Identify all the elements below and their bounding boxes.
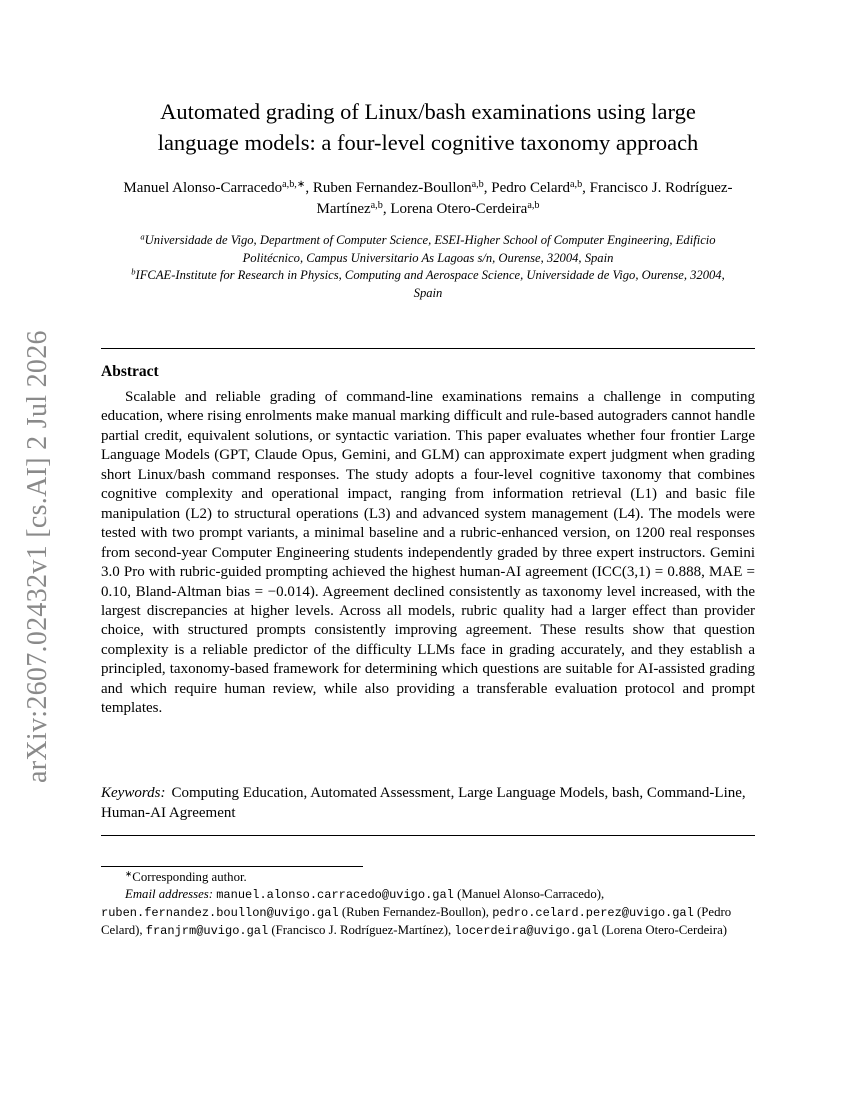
abstract-text: Scalable and reliable grading of command-line examinations remains a challenge in computing education, where rising enrolments make manual marking difficult and rule-based autograders cannot handle partial credit, equivalent solutions, or syntactic variation. This paper evaluates whether four frontier Large Language Models (GPT, Claude Opus, Gemini, and GLM) can approximate expert judgment when grading short Linux/bash command responses. The study adopts a four-level cognitive taxonomy that combines cognitive complexity and operational impact, ranging from information retrieval (L1) and basic file manipulation (L2) to structural operations (L3) and advanced system management (L4). The models were tested with two prompt variants, a minimal baseline and a rubric-enhanced version, on 1200 real responses from second-year Computer Engineering students independently graded by three expert instructors. Gemini 3.0 Pro with rubric-guided prompting achieved the highest human-AI agreement (ICC(3,1) = 0.888, MAE = 0.10, Bland-Altman bias = −0.014). Agreement declined consistently as taxonomy level increased, with the largest discrepancies at higher levels. Across all models, rubric quality had a larger effect than provider choice, with structured prompts consistently improving agreement. These results show that question complexity is a reliable predictor of the difficulty LLMs face in grading accurately, and they establish a principled, taxonomy-based framework for determining which questions are suitable for AI-assisted grading and which require human review, while also providing a transferable evaluation protocol and prompt templates.	[101, 389, 755, 717]
affiliation-a: $^a$Universidade de Vigo, Department of Computer Science, ESEI-Higher School of Computer Engineering, Edificio Politécnico, Campus Universitario As Lagoas s/n, Ourense, 32004, Spain	[140, 231, 716, 265]
keywords	[101, 784, 755, 823]
keywords-label: Keywords:	[101, 785, 166, 801]
arxiv-identifier-stamp: arXiv:2607.02432v1 [cs.AI] 2 Jul 2026	[22, 330, 53, 783]
email-link[interactable]: pedro.celard.perez@uvigo.gal	[492, 906, 694, 920]
email-link[interactable]: franjrm@uvigo.gal	[145, 924, 269, 938]
corresponding-author-note: ∗Corresponding author.	[125, 868, 247, 884]
abstract-top-rule	[101, 348, 755, 349]
abstract-bottom-rule	[101, 835, 755, 836]
author: Lorena Otero-Cerdeira$^{a,b}$	[390, 199, 540, 217]
affiliation-b: $^b$IFCAE-Institute for Research in Physics, Computing and Aerospace Science, Universidade de Vigo, Ourense, 32004, Spain	[131, 266, 725, 300]
author-list	[100, 178, 756, 220]
title-line-2: language models: a four-level cognitive taxonomy approach	[157, 130, 699, 155]
author: Francisco J. Rodríguez-Martínez$^{a,b}$,	[316, 180, 733, 217]
author: Pedro Celard$^{a,b}$,	[491, 178, 590, 196]
affiliations	[128, 232, 728, 302]
email-link[interactable]: manuel.alonso.carracedo@uvigo.gal	[216, 888, 454, 902]
author: Manuel Alonso-Carracedo$^{a,b,∗}$,	[123, 178, 313, 196]
footnotes	[101, 869, 755, 940]
email-addresses: Email addresses: manuel.alonso.carracedo@uvigo.gal (Manuel Alonso-Carracedo), ruben.fernandez.boullon@uvigo.gal (Ruben Fernandez-Boullon), pedro.celard.perez@uvigo.gal (Pedro Celard), franjrm@uvigo.gal (Francisco J. Rodríguez-Martínez), locerdeira@uvigo.gal (Lorena Otero-Cerdeira)	[101, 887, 732, 938]
email-link[interactable]: ruben.fernandez.boullon@uvigo.gal	[101, 906, 339, 920]
paper-title	[100, 96, 756, 158]
author: Ruben Fernandez-Boullon$^{a,b}$,	[312, 178, 492, 196]
title-line-1: Automated grading of Linux/bash examinations using large	[160, 99, 696, 124]
email-link[interactable]: locerdeira@uvigo.gal	[454, 924, 599, 938]
keywords-text: Computing Education, Automated Assessment, Large Language Models, bash, Command-Line, Human-AI Agreement	[101, 785, 746, 821]
email-label: Email addresses:	[125, 887, 214, 901]
footnote-rule	[101, 866, 363, 867]
abstract-heading: Abstract	[101, 363, 159, 380]
